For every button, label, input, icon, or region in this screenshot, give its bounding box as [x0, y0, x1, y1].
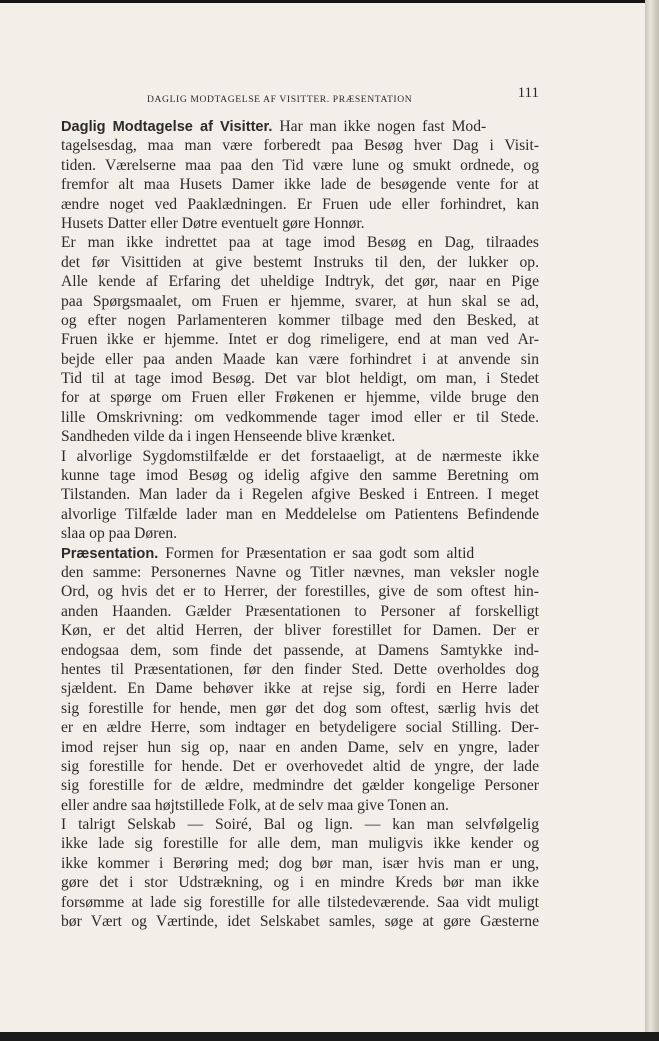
text-line: slaa op paa Døren. [61, 525, 178, 543]
text-line: ikke kommer i Berøring med; dog bør man, især hvis man er ung, [61, 854, 539, 872]
text-line: paa Spørgsmaalet, om Fruen er hjemme, svarer, at hun skal se ad, [61, 292, 539, 310]
text-line: gøre det i stor Udstrækning, og i en mindre Kreds bør man ikke [61, 874, 539, 892]
text-line: Ord, og hvis det er to Herrer, der forestilles, give de som oftest hin- [61, 583, 539, 601]
text-line: ændre noget ved Paaklædningen. Er Fruen ude eller forhindret, kan [61, 195, 539, 213]
text-line: Tilstanden. Man lader da i Regelen afgive Besked i Entreen. I meget [61, 486, 539, 504]
text-line: endogsaa dem, som finde det passende, at Damens Samtykke ind- [61, 641, 539, 659]
text-line: ikke lade sig forestille for alle dem, man muligvis ikke kender og [61, 835, 539, 853]
page-number: 111 [517, 85, 539, 101]
page-edge [645, 0, 659, 1041]
text-line: hentes til Præsentationen, før den finder Sted. Dette overholdes dog [61, 660, 539, 678]
text-line: bejde eller paa anden Maade kan være forhindret i at anvende sin [61, 350, 539, 368]
text-line: forsømme at lade sig forestille for alle tilstedeværende. Saa vidt muligt [61, 893, 539, 911]
text-line: Husets Datter eller Døtre eventuelt gøre Honnør. [61, 214, 365, 232]
text-line: lille Omskrivning: om vedkommende tager imod eller er til Stede. [61, 408, 539, 426]
book-page [0, 3, 645, 1032]
text-line: tiden. Værelserne maa paa den Tid være lune og smukt ordnede, og [61, 156, 539, 174]
text-line: sjældent. En Dame behøver ikke at rejse sig, fordi en Herre lader [61, 680, 539, 698]
text-line: sig forestille for hende. Det er overhovedet altid de yngre, der lade [61, 757, 539, 775]
running-head: DAGLIG MODTAGELSE AF VISITTER. PRÆSENTATION [147, 94, 413, 105]
text-line: bør Vært og Værtinde, idet Selskabet samles, søge at gøre Gæsterne [61, 913, 539, 931]
text-line [61, 117, 539, 136]
text-line: Tid til at tage imod Besøg. Det var blot heldigt, om man, i Stedet [61, 370, 539, 388]
text-line: alvorlige Tilfælde lader man en Meddelelse om Patientens Befindende [61, 505, 539, 523]
text-line: for at spørge om Fruen eller Frøkenen er hjemme, vilde bruge den [61, 389, 539, 407]
section-heading: Daglig Modtagelse af Visitter. [61, 119, 273, 135]
text-line: Er man ikke indrettet paa at tage imod Besøg en Dag, tilraades [61, 234, 539, 252]
text-line [61, 544, 539, 563]
line-text: Formen for Præsentation er saa godt som altid [158, 544, 475, 562]
section-heading: Præsentation. [61, 545, 159, 562]
text-line: tagelsesdag, maa man være forberedt paa Besøg hver Dag i Visit- [61, 137, 539, 155]
text-line: Sandheden vilde da i ingen Henseende blive krænket. [61, 428, 396, 446]
text-line: sig forestille for de ældre, medmindre det gælder kongelige Personer [61, 777, 539, 795]
text-line: eller andre saa højtstillede Folk, at de selv maa give Tonen an. [61, 796, 449, 814]
text-line: kunne tage imod Besøg og idelig afgive den samme Beretning om [61, 467, 539, 485]
text-line: Køn, er det altid Herren, der bliver forestillet for Damen. Der er [61, 622, 539, 640]
text-line: anden Haanden. Gælder Præsentationen to Personer af forskelligt [61, 602, 539, 620]
page-header [61, 85, 539, 109]
text-line: sig forestille for hende, men gør det dog som oftest, særlig hvis det [61, 699, 539, 717]
body-text [61, 117, 539, 931]
text-line: det før Visittiden at give bestemt Instruks til den, der lukker op. [61, 253, 539, 271]
text-line: imod rejser hun sig op, naar en anden Dame, selv en yngre, lader [61, 738, 539, 756]
text-line: fremfor alt maa Husets Damer ikke lade de besøgende vente for at [61, 176, 539, 194]
text-line: I alvorlige Sygdomstilfælde er det forstaaeligt, at de nærmeste ikke [61, 447, 539, 465]
text-line: I talrigt Selskab — Soiré, Bal og lign. — kan man selvfølgelig [61, 816, 539, 834]
text-line: er en ældre Herre, som indtager en betydeligere social Stilling. Der- [61, 719, 539, 737]
text-line: Fruen ikke er hjemme. Intet er dog rimeligere, end at man ved Ar- [61, 331, 539, 349]
text-line: den samme: Personernes Navne og Titler nævnes, man veksler nogle [61, 563, 539, 581]
text-line: Alle kende af Erfaring det uheldige Indtryk, det gør, naar en Pige [61, 273, 539, 291]
scan-border [0, 1032, 659, 1041]
line-text: Har man ikke nogen fast Mod- [272, 118, 487, 135]
text-line: og efter nogen Parlamenteren kommer tilbage med den Besked, at [61, 311, 539, 329]
